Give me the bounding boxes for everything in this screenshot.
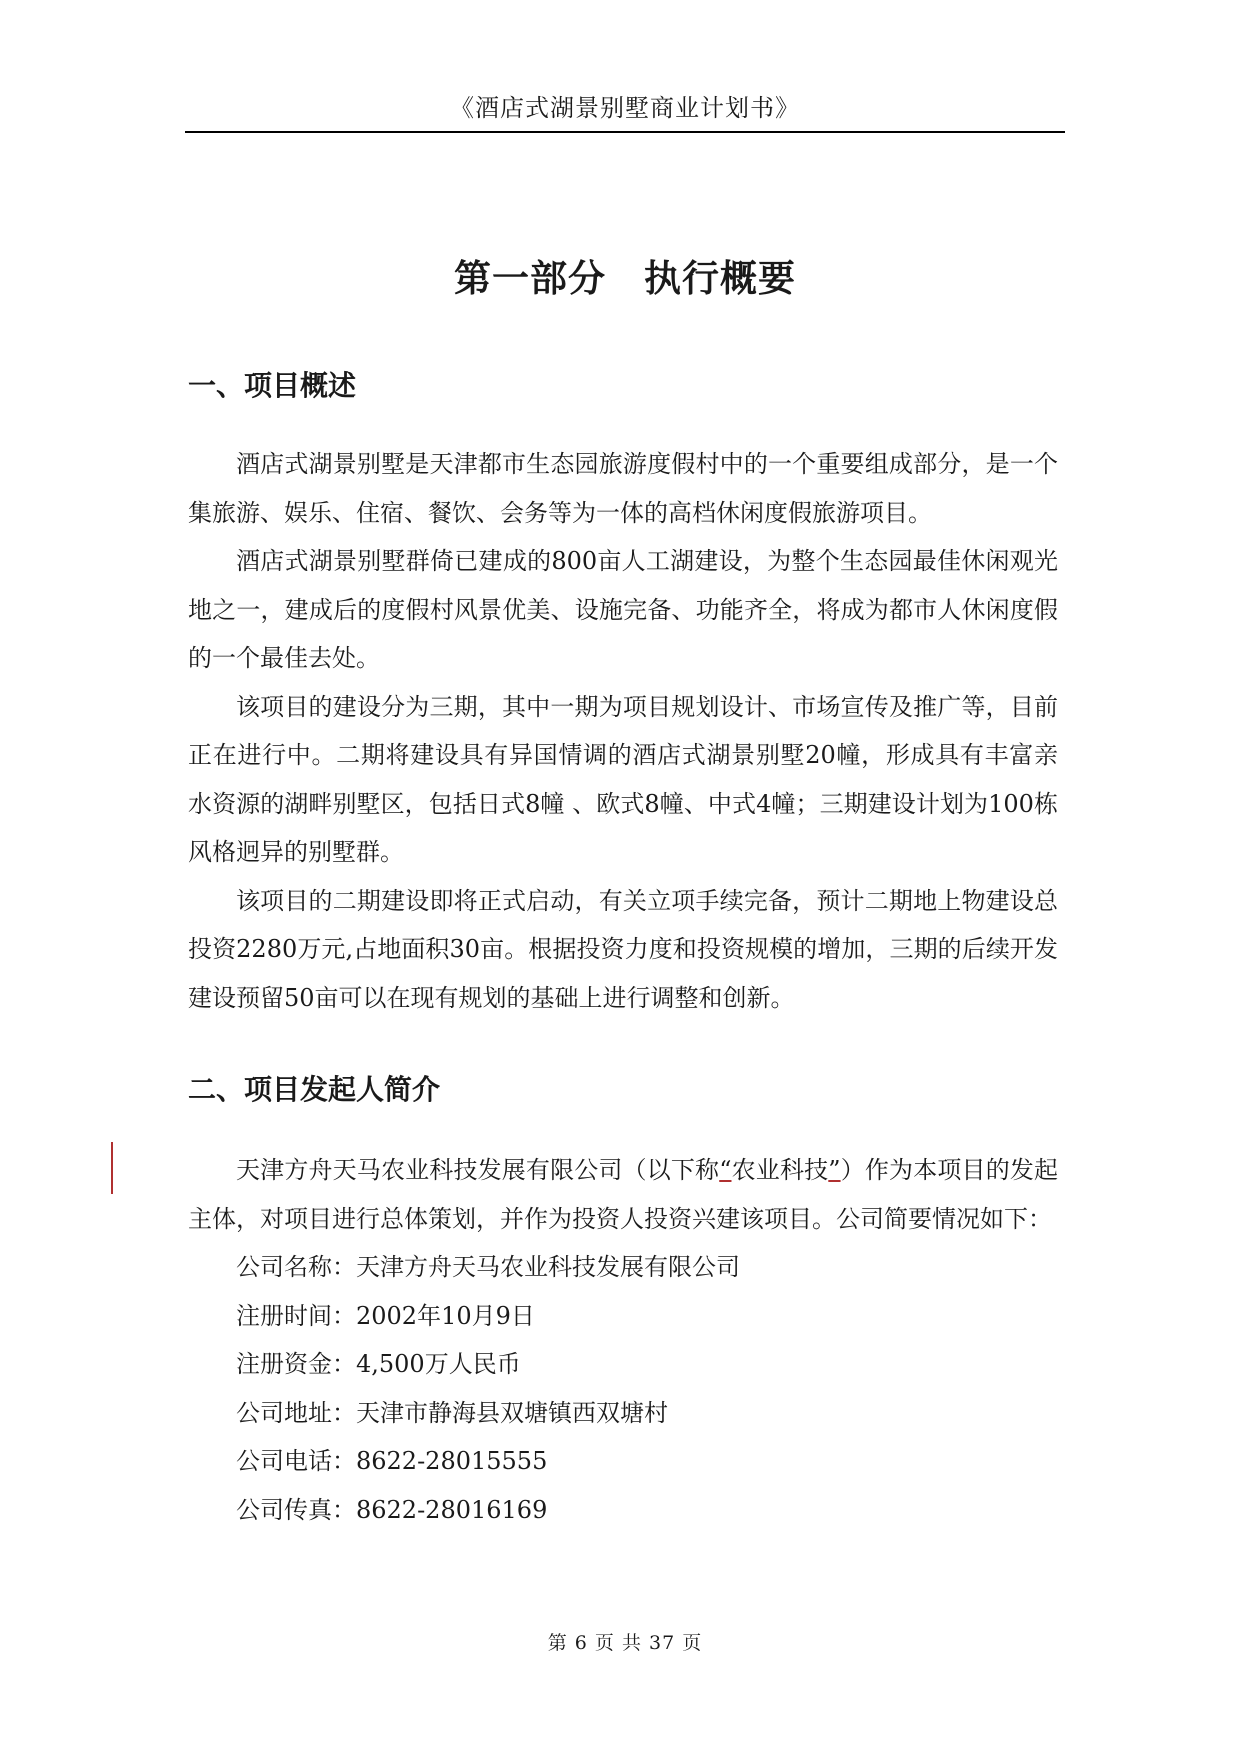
header-divider xyxy=(185,131,1065,133)
company-short-name: 农业科技 xyxy=(731,1156,829,1184)
intro-text: ）作为本项目的发起主体，对项目进行总体策划，并作为投资人投资兴建该项目。公司简要情况如下： xyxy=(188,1156,1059,1233)
revision-change-bar xyxy=(111,1142,113,1194)
part-title: 第一部分 执行概要 xyxy=(454,257,796,300)
company-info-phone: 公司电话：8622-28015555 xyxy=(236,1447,548,1475)
company-info-registration-date: 注册时间：2002年10月9日 xyxy=(236,1301,535,1330)
company-info-name: 公司名称：天津方舟天马农业科技发展有限公司 xyxy=(236,1253,740,1281)
close-quote: ” xyxy=(828,1156,841,1184)
paragraph: 该项目的建设分为三期，其中一期为项目规划设计、市场宣传及推广等，目前正在进行中。二期将建设具有异国情调的酒店式湖景别墅20幢，形成具有丰富亲水资源的湖畔别墅区，包括日式8幢 、欧式8幢、中式4幢；三期建设计划为100栋风格迥异的别墅群。 xyxy=(188,692,1058,866)
paragraph: 该项目的二期建设即将正式启动，有关立项手续完备，预计二期地上物建设总投资2280万元,占地面积30亩。根据投资力度和投资规模的增加，三期的后续开发建设预留50亩可以在现有规划的基础上进行调整和创新。 xyxy=(188,886,1058,1012)
company-info-address: 公司地址：天津市静海县双塘镇西双塘村 xyxy=(236,1398,668,1427)
paragraph: 酒店式湖景别墅群倚已建成的800亩人工湖建设，为整个生态园最佳休闲观光地之一，建成后的度假村风景优美、设施完备、功能齐全，将成为都市人休闲度假的一个最佳去处。 xyxy=(188,547,1058,672)
paragraph: 酒店式湖景别墅是天津都市生态园旅游度假村中的一个重要组成部分，是一个集旅游、娱乐、住宿、餐饮、会务等为一体的高档休闲度假旅游项目。 xyxy=(188,450,1058,527)
section-heading-sponsor-intro: 二、项目发起人简介 xyxy=(188,1073,441,1106)
company-info-registered-capital: 注册资金：4,500万人民币 xyxy=(236,1350,521,1378)
running-header-title: 《酒店式湖景别墅商业计划书》 xyxy=(450,94,800,122)
section-heading-project-overview: 一、项目概述 xyxy=(188,369,357,402)
open-quote: “ xyxy=(719,1156,732,1184)
intro-text: 天津方舟天马农业科技发展有限公司（以下称 xyxy=(236,1156,720,1184)
sponsor-intro-paragraph xyxy=(188,1146,1058,1243)
section-body-project-overview xyxy=(188,440,1058,1022)
company-info-list xyxy=(188,1243,1058,1534)
page-number-footer: 第 6 页 共 37 页 xyxy=(547,1632,703,1654)
company-info-fax: 公司传真：8622-28016169 xyxy=(236,1495,548,1524)
section-body-sponsor-intro xyxy=(188,1146,1058,1534)
